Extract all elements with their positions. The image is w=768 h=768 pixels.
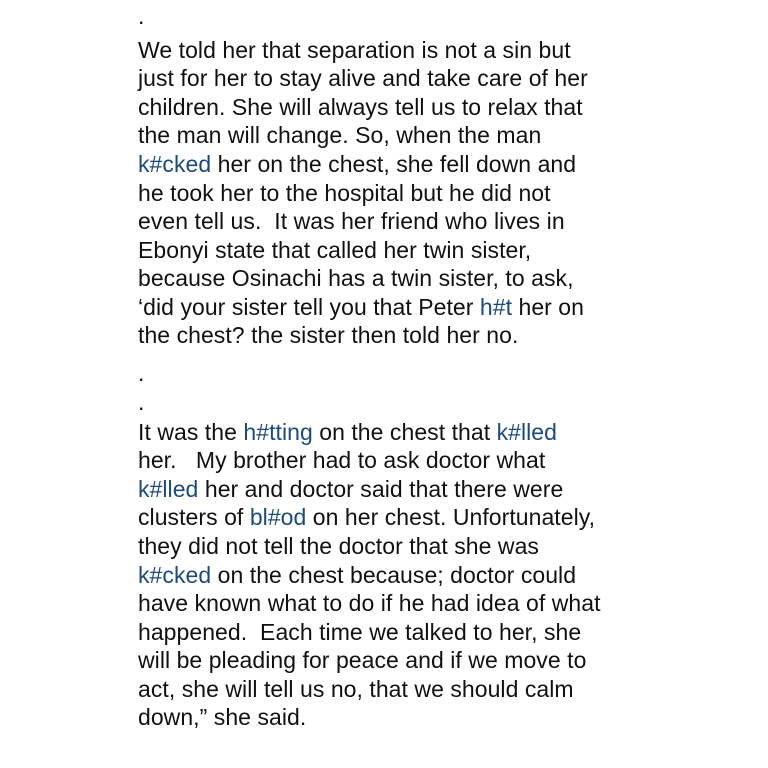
text-line — [138, 646, 586, 675]
text-segment: act, she will tell us no, that we should calm — [138, 676, 574, 702]
hashtag-word[interactable]: h#t — [479, 294, 513, 320]
text-segment: . — [138, 360, 145, 386]
text-segment: her on — [512, 294, 584, 320]
text-line — [138, 236, 531, 265]
text-segment: just for her to stay alive and take care of her — [138, 65, 588, 91]
text-segment: her and doctor said that there were — [198, 476, 564, 502]
text-line — [138, 179, 551, 208]
text-line — [138, 207, 565, 236]
text-line — [138, 264, 574, 293]
text-segment: he took her to the hospital but he did not — [138, 180, 551, 206]
hashtag-word[interactable]: k#lled — [138, 476, 199, 502]
text-line — [138, 675, 574, 704]
text-segment: on the chest that — [312, 419, 497, 445]
text-line — [138, 150, 576, 179]
text-segment: . — [138, 389, 145, 415]
text-line — [138, 618, 581, 647]
text-line — [138, 64, 588, 93]
text-segment: on the chest because; doctor could — [211, 562, 577, 588]
text-line — [138, 446, 545, 475]
text-segment: even tell us. It was her friend who lives in — [138, 208, 565, 234]
text-line — [138, 321, 518, 350]
hashtag-word[interactable]: k#cked — [138, 562, 212, 588]
text-segment: down,” she said. — [138, 704, 307, 730]
text-segment: have known what to do if he had idea of what — [138, 590, 601, 616]
text-segment: Ebonyi state that called her twin sister, — [138, 237, 532, 263]
text-segment: her. My brother had to ask doctor what — [138, 447, 546, 473]
hashtag-word[interactable]: k#cked — [138, 151, 212, 177]
separator-dot — [138, 2, 144, 31]
text-line — [138, 293, 584, 322]
text-line — [138, 589, 601, 618]
text-segment: they did not tell the doctor that she was — [138, 533, 539, 559]
hashtag-word[interactable]: k#lled — [496, 419, 557, 445]
text-line — [138, 93, 583, 122]
text-line — [138, 703, 306, 732]
text-segment: ‘did your sister tell you that Peter — [138, 294, 480, 320]
text-segment: clusters of — [138, 504, 250, 530]
text-segment: on her chest. Unfortunately, — [306, 504, 596, 530]
hashtag-word[interactable]: bl#od — [249, 504, 307, 530]
text-segment: children. She will always tell us to relax that — [138, 94, 583, 120]
text-segment: the chest? the sister then told her no. — [138, 322, 519, 348]
separator-dot — [138, 359, 144, 388]
text-segment: happened. Each time we talked to her, she — [138, 619, 582, 645]
text-line — [138, 475, 563, 504]
text-line — [138, 121, 541, 150]
text-line — [138, 36, 571, 65]
text-segment: It was the — [138, 419, 244, 445]
hashtag-word[interactable]: h#tting — [243, 419, 313, 445]
text-line — [138, 561, 576, 590]
text-line — [138, 503, 595, 532]
text-segment: her on the chest, she fell down and — [211, 151, 577, 177]
text-segment: because Osinachi has a twin sister, to ask, — [138, 265, 574, 291]
text-line — [138, 418, 557, 447]
separator-dot — [138, 388, 144, 417]
text-segment: . — [138, 3, 145, 29]
text-line — [138, 532, 539, 561]
text-segment: will be pleading for peace and if we move to — [138, 647, 587, 673]
text-segment: the man will change. So, when the man — [138, 122, 542, 148]
text-segment: We told her that separation is not a sin but — [138, 37, 571, 63]
